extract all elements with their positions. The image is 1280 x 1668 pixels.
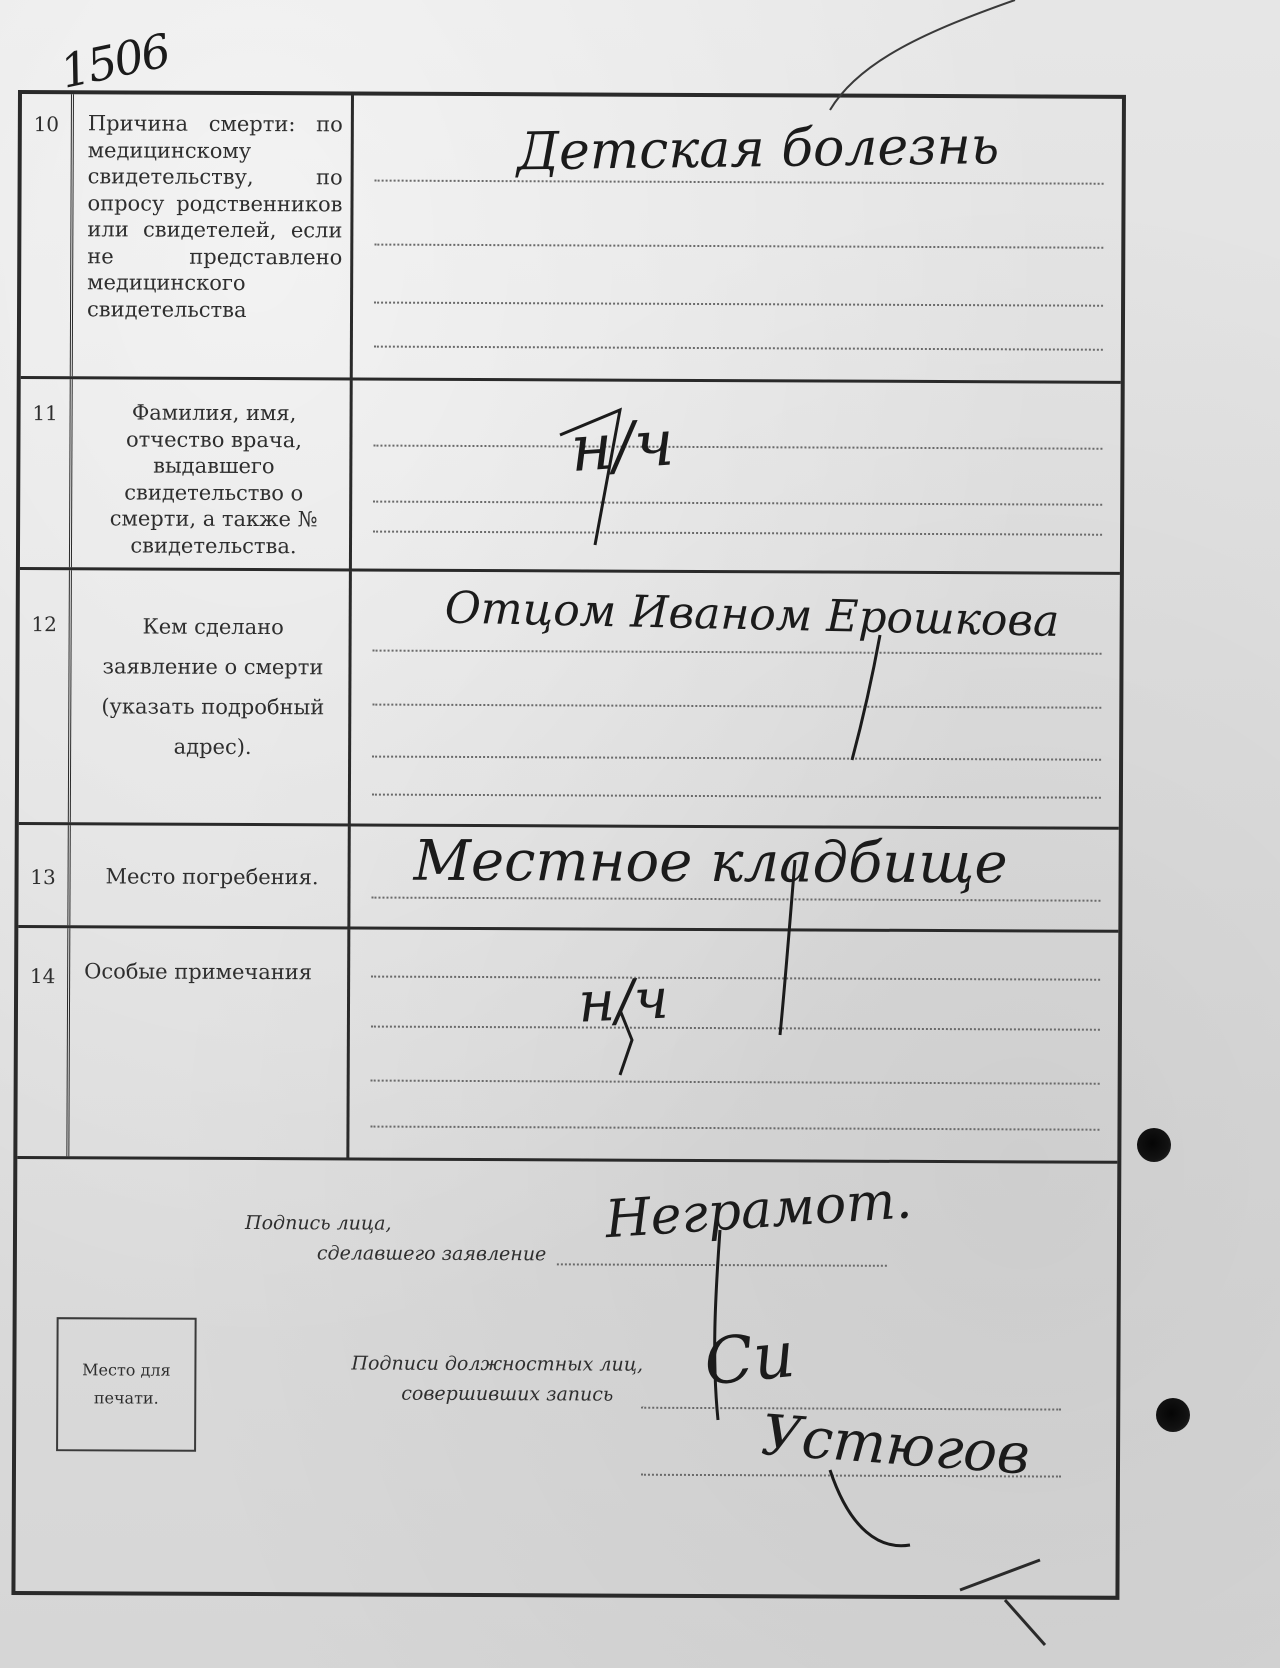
applicant-signature: Неграмот. bbox=[603, 1170, 914, 1251]
handwritten-entry: н/ч bbox=[576, 966, 671, 1036]
stamp-label: Место для печати. bbox=[82, 1360, 171, 1408]
handwritten-entry: н/ч bbox=[568, 406, 677, 487]
row-answer bbox=[356, 95, 1122, 380]
row-13 bbox=[18, 825, 1118, 933]
row-number: 14 bbox=[17, 928, 70, 1156]
signature-section bbox=[15, 1159, 1117, 1594]
row-answer bbox=[353, 826, 1118, 929]
handwritten-entry: Отцом Иваном Ерошкова bbox=[444, 582, 1060, 647]
handwritten-entry: Местное кладбище bbox=[413, 828, 1008, 897]
archive-number: 1506 bbox=[55, 23, 174, 99]
stamp-placeholder bbox=[56, 1317, 197, 1452]
row-label: Место погребения. bbox=[74, 825, 350, 926]
applicant-signature-label: Подпись лица, bbox=[245, 1212, 392, 1235]
row-label: Особые примечания bbox=[73, 928, 350, 1157]
row-answer bbox=[354, 571, 1120, 826]
row-answer bbox=[352, 929, 1118, 1160]
applicant-signature-label: сделавшего заявление bbox=[316, 1242, 547, 1266]
row-number: 13 bbox=[18, 825, 70, 925]
officials-signature-label: Подписи должностных лиц, bbox=[351, 1352, 644, 1376]
row-number: 12 bbox=[19, 570, 72, 822]
row-label: Кем сделано заявление о смерти (указать подробный адрес). bbox=[75, 570, 352, 823]
punch-hole bbox=[1137, 1128, 1171, 1162]
row-number: 11 bbox=[20, 379, 73, 567]
officials-signature-label: совершивших запись bbox=[401, 1382, 614, 1406]
official-signature: Устюгов bbox=[759, 1402, 1032, 1488]
row-label: Фамилия, имя, отчество врача, выдавшего свидетельство о смерти, а также № свидетельства. bbox=[76, 379, 353, 568]
handwritten-entry: Детская болезнь bbox=[516, 116, 1000, 183]
row-label: Причина смерти: по медицинскому свидетельству, по опросу родственников или свидетелей, если не представлено медицинского свидетельства bbox=[77, 94, 354, 377]
form-table bbox=[11, 90, 1126, 1600]
row-number: 10 bbox=[21, 94, 74, 376]
punch-hole bbox=[1156, 1398, 1190, 1432]
row-10 bbox=[21, 94, 1122, 384]
row-14 bbox=[17, 928, 1118, 1164]
official-signature: Си bbox=[700, 1317, 799, 1401]
row-answer bbox=[355, 380, 1121, 571]
applicant-signature-line bbox=[557, 1263, 887, 1266]
row-12 bbox=[19, 570, 1120, 830]
row-11 bbox=[20, 379, 1121, 575]
